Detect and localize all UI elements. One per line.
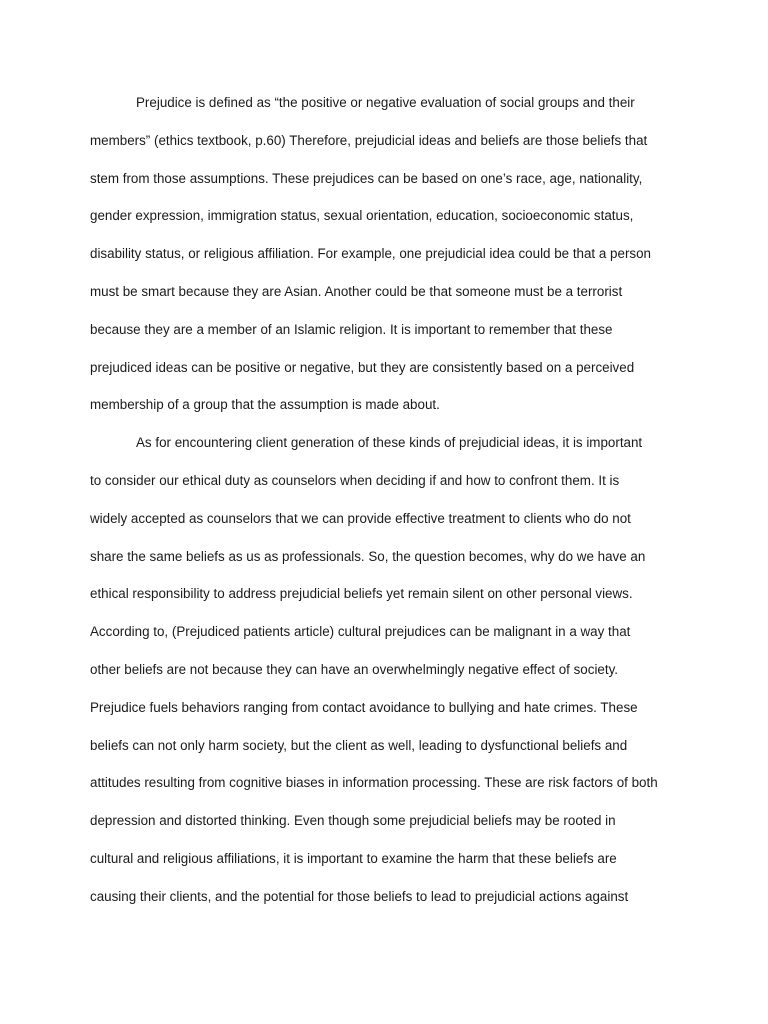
paragraph-line: causing their clients, and the potential for those beliefs to lead to prejudicial actions against <box>90 888 629 904</box>
paragraph-line: According to, (Prejudiced patients article) cultural prejudices can be malignant in a way that <box>90 624 631 640</box>
paragraph-line: membership of a group that the assumption is made about. <box>90 397 440 413</box>
paragraph-line: members” (ethics textbook, p.60) Therefore, prejudicial ideas and beliefs are those beliefs that <box>90 132 648 148</box>
paragraph-line: share the same beliefs as us as professionals. So, the question becomes, why do we have an <box>90 548 646 564</box>
paragraph-line: cultural and religious affiliations, it is important to examine the harm that these beliefs are <box>90 850 617 866</box>
paragraph-line: attitudes resulting from cognitive biases in information processing. These are risk factors of both <box>90 775 658 791</box>
paragraph-line: Prejudice is defined as “the positive or negative evaluation of social groups and their <box>136 95 635 110</box>
paragraph-line: widely accepted as counselors that we can provide effective treatment to clients who do not <box>90 510 631 526</box>
paragraph-line: As for encountering client generation of these kinds of prejudicial ideas, it is important <box>136 435 643 451</box>
paragraph-line: gender expression, immigration status, sexual orientation, education, socioeconomic status, <box>90 208 634 224</box>
paragraph-line: disability status, or religious affiliation. For example, one prejudicial idea could be that a person <box>90 246 651 262</box>
paragraph-line: other beliefs are not because they can have an overwhelmingly negative effect of society. <box>90 661 619 677</box>
paragraph-line: stem from those assumptions. These prejudices can be based on one’s race, age, nationality, <box>90 170 643 186</box>
paragraph-client-prejudicial-ideas <box>90 424 690 915</box>
paragraph-line: Prejudice fuels behaviors ranging from contact avoidance to bullying and hate crimes. These <box>90 699 638 715</box>
paragraph-line: because they are a member of an Islamic religion. It is important to remember that these <box>90 321 613 337</box>
paragraph-line: ethical responsibility to address prejudicial beliefs yet remain silent on other personal views. <box>90 586 633 602</box>
paragraph-line: beliefs can not only harm society, but the client as well, leading to dysfunctional beliefs and <box>90 737 628 753</box>
document-body <box>90 84 690 916</box>
paragraph-line: depression and distorted thinking. Even though some prejudicial beliefs may be rooted in <box>90 813 616 829</box>
paragraph-line: must be smart because they are Asian. Another could be that someone must be a terrorist <box>90 283 623 299</box>
paragraph-line: prejudiced ideas can be positive or negative, but they are consistently based on a perceived <box>90 359 635 375</box>
paragraph-prejudice-definition <box>90 84 690 424</box>
paragraph-line: to consider our ethical duty as counselors when deciding if and how to confront them. It is <box>90 472 620 488</box>
